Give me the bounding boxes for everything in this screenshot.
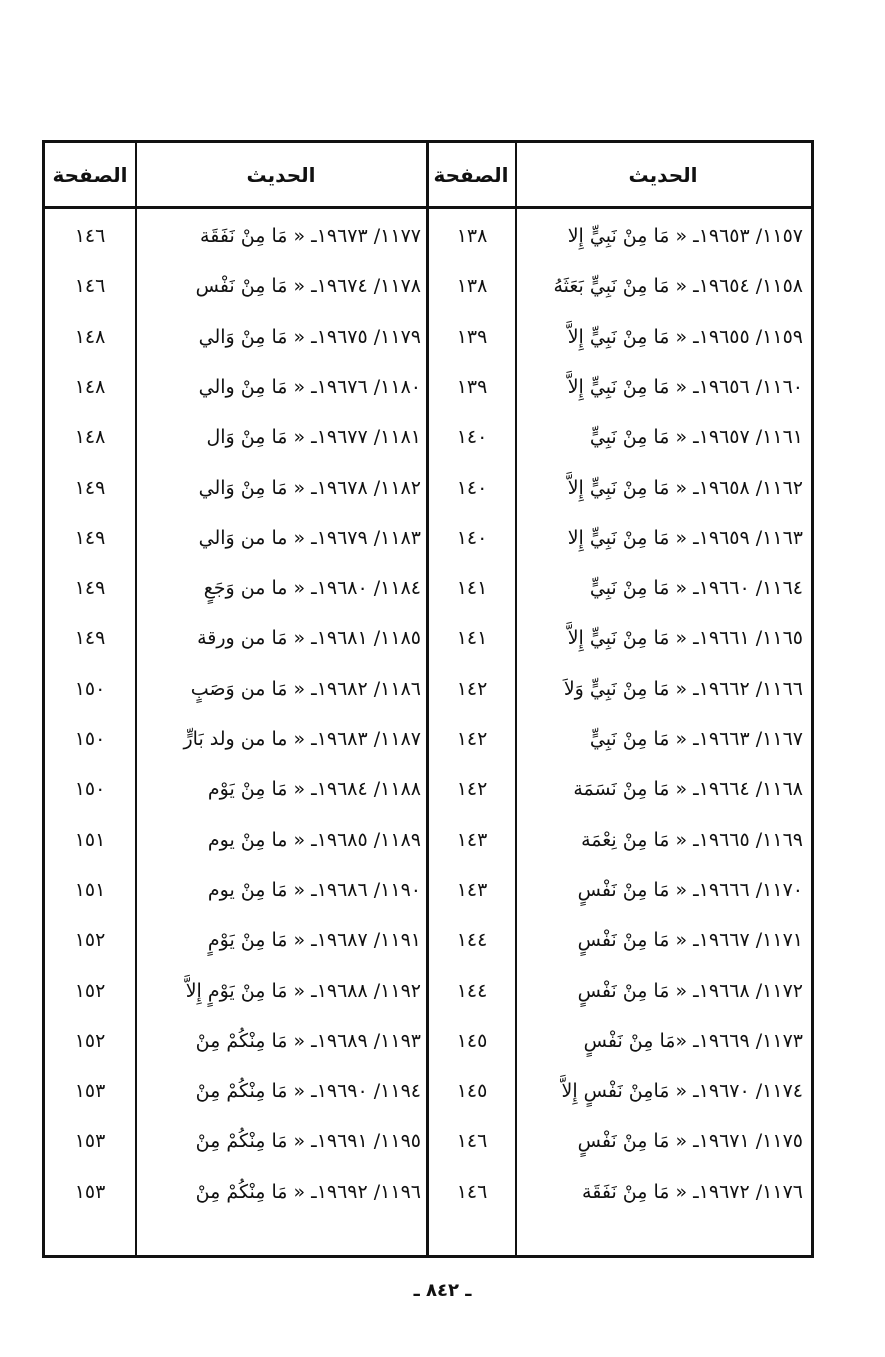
hadith-entry-left: ١١٨٨/ ١٩٦٨٤ـ « مَا مِنْ يَوْم <box>207 778 421 801</box>
hadith-entry-right: ١١٦١/ ١٩٦٥٧ـ « مَا مِنْ نَبِيٍّ <box>589 426 803 449</box>
page-cell-left: ١٥١ <box>74 828 106 851</box>
hadith-entry-left: ١١٩٤/ ١٩٦٩٠ـ « مَا مِنْكُمْ مِنْ <box>195 1080 421 1103</box>
page-cell-right: ١٤٢ <box>456 677 488 700</box>
page-cell-right: ١٤٢ <box>456 778 488 801</box>
hadith-entry-left: ١١٧٩/ ١٩٦٧٥ـ « مَا مِنْ وَالي <box>198 325 421 348</box>
hadith-entry-left: ١١٨٥/ ١٩٦٨١ـ « مَا من ورقة <box>197 627 421 650</box>
hadith-entry-right: ١١٥٨/ ١٩٦٥٤ـ « مَا مِنْ نَبِيٍّ بَعَثَهُ <box>553 275 803 298</box>
page-cell-right: ١٤٤ <box>456 929 488 952</box>
hadith-entry-right: ١١٦٨/ ١٩٦٦٤ـ « مَا مِنْ نَسَمَة <box>573 778 803 801</box>
hadith-entry-left: ١١٨٩/ ١٩٦٨٥ـ « ما مِنْ يوم <box>207 828 421 851</box>
hadith-entry-right: ١١٧٢/ ١٩٦٦٨ـ « مَا مِنْ نَفْسٍ <box>577 979 803 1002</box>
hadith-entry-right: ١١٧٥/ ١٩٦٧١ـ « مَا مِنْ نَفْسٍ <box>577 1130 803 1153</box>
header-hadith-left: الحديث <box>246 162 316 187</box>
table-row <box>45 714 811 764</box>
page-number: ـ ٨٤٢ ـ <box>413 1280 472 1301</box>
hadith-entry-right: ١١٧٤/ ١٩٦٧٠ـ « مَامِنْ نَفْسٍ إِلاَّ <box>561 1080 803 1103</box>
table-row <box>45 1066 811 1116</box>
hadith-entry-left: ١١٩٢/ ١٩٦٨٨ـ « مَا مِنْ يَوْمٍ إِلاَّ <box>185 979 421 1002</box>
hadith-entry-right: ١١٧٠/ ١٩٦٦٦ـ « مَا مِنْ نَفْسٍ <box>577 878 803 901</box>
page-cell-right: ١٤٥ <box>456 1080 488 1103</box>
page-cell-left: ١٤٩ <box>74 526 106 549</box>
hadith-entry-left: ١١٨٢/ ١٩٦٧٨ـ « مَا مِنْ وَالي <box>198 476 421 499</box>
page-cell-left: ١٥٣ <box>74 1130 106 1153</box>
table-row <box>45 1167 811 1217</box>
page-cell-left: ١٥٢ <box>74 1029 106 1052</box>
table-row <box>45 1016 811 1066</box>
hadith-entry-left: ١١٨٤/ ١٩٦٨٠ـ « ما من وَجَعٍ <box>203 577 421 600</box>
header-hadith-right: الحديث <box>628 162 698 187</box>
hadith-entry-right: ١١٧٦/ ١٩٦٧٢ـ « مَا مِنْ نَفَقَة <box>582 1180 803 1203</box>
hadith-entry-right: ١١٦٥/ ١٩٦٦١ـ « مَا مِنْ نَبِيٍّ إِلاَّ <box>567 627 803 650</box>
table-row <box>45 815 811 865</box>
page-cell-left: ١٥٠ <box>74 728 106 750</box>
page-cell-left: ١٤٨ <box>74 325 106 348</box>
table-row <box>45 513 811 563</box>
table-row <box>45 915 811 965</box>
header-page-right: الصفحة <box>433 162 509 187</box>
page-cell-right: ١٤٠ <box>456 426 488 449</box>
table-row <box>45 412 811 462</box>
hadith-entry-left: ١١٩٥/ ١٩٦٩١ـ « مَا مِنْكُمْ مِنْ <box>195 1130 421 1153</box>
table-row <box>45 613 811 663</box>
page-cell-right: ١٤٠ <box>456 526 488 549</box>
page-cell-left: ١٥٠ <box>74 778 106 801</box>
hadith-entry-right: ١١٥٩/ ١٩٦٥٥ـ « مَا مِنْ نَبِيٍّ إِلاَّ <box>567 325 803 348</box>
page-cell-left: ١٤٩ <box>74 577 106 600</box>
table-row <box>45 312 811 362</box>
page-cell-right: ١٤١ <box>456 577 488 600</box>
hadith-entry-left: ١١٨٠/ ١٩٦٧٦ـ « مَا مِنْ والي <box>198 375 421 398</box>
page-cell-right: ١٣٩ <box>456 325 488 348</box>
hadith-entry-left: ١١٩١/ ١٩٦٨٧ـ « مَا مِنْ يَوْمٍ <box>207 929 421 952</box>
page-cell-left: ١٤٨ <box>74 375 106 398</box>
hadith-entry-right: ١١٦٣/ ١٩٦٥٩ـ « مَا مِنْ نَبِيٍّ إِلا <box>567 526 803 549</box>
hadith-entry-right: ١١٦٤/ ١٩٦٦٠ـ « مَا مِنْ نَبِيٍّ <box>589 577 803 600</box>
hadith-entry-left: ١١٨٣/ ١٩٦٧٩ـ « ما من وَالي <box>198 526 421 549</box>
hadith-entry-left: ١١٩٣/ ١٩٦٨٩ـ « مَا مِنْكُمْ مِنْ <box>195 1029 421 1052</box>
table-row <box>45 463 811 513</box>
table-row <box>45 764 811 814</box>
page-cell-right: ١٤٦ <box>456 1180 488 1203</box>
hadith-entry-right: ١١٧٣/ ١٩٦٦٩ـ «مَا مِنْ نَفْسٍ <box>583 1029 803 1052</box>
table-row <box>45 563 811 613</box>
header-page-left: الصفحة <box>52 162 128 187</box>
page-cell-left: ١٥١ <box>74 878 106 901</box>
hadith-entry-right: ١١٦٢/ ١٩٦٥٨ـ « مَا مِنْ نَبِيٍّ إِلاَّ <box>567 476 803 499</box>
page-cell-right: ١٤٦ <box>456 1130 488 1153</box>
page-cell-right: ١٣٨ <box>456 225 488 247</box>
page-cell-right: ١٤١ <box>456 627 488 650</box>
hadith-entry-left: ١١٧٨/ ١٩٦٧٤ـ « مَا مِنْ نَفْس <box>195 275 421 298</box>
hadith-entry-left: ١١٩٦/ ١٩٦٩٢ـ « مَا مِنْكُمْ مِنْ <box>195 1180 421 1203</box>
page-cell-left: ١٥٢ <box>74 929 106 952</box>
page-cell-right: ١٤٤ <box>456 979 488 1002</box>
page-cell-right: ١٤٥ <box>456 1029 488 1052</box>
hadith-entry-right: ١١٦٦/ ١٩٦٦٢ـ « مَا مِنْ نَبِيٍّ وَلاَ <box>563 677 803 700</box>
hadith-entry-left: ١١٧٧/ ١٩٦٧٣ـ « مَا مِنْ نَفَقَة <box>200 225 421 247</box>
hadith-entry-right: ١١٦٩/ ١٩٦٦٥ـ « مَا مِنْ نِعْمَة <box>581 828 803 851</box>
page-cell-left: ١٥٣ <box>74 1180 106 1203</box>
hadith-entry-right: ١١٦٧/ ١٩٦٦٣ـ « مَا مِنْ نَبِيٍّ <box>589 728 803 750</box>
hadith-entry-right: ١١٦٠/ ١٩٦٥٦ـ « مَا مِنْ نَبِيٍّ إِلاَّ <box>567 375 803 398</box>
table-row <box>45 865 811 915</box>
table-row <box>45 261 811 311</box>
page-cell-left: ١٤٦ <box>74 275 106 298</box>
page-cell-right: ١٤٣ <box>456 878 488 901</box>
hadith-entry-left: ١١٨١/ ١٩٦٧٧ـ « مَا مِنْ وَال <box>206 426 421 449</box>
table-row <box>45 966 811 1016</box>
page-cell-right: ١٤٣ <box>456 828 488 851</box>
hadith-entry-right: ١١٥٧/ ١٩٦٥٣ـ « مَا مِنْ نَبِيٍّ إِلا <box>567 225 803 247</box>
page-cell-right: ١٤٠ <box>456 476 488 499</box>
hadith-entry-right: ١١٧١/ ١٩٦٦٧ـ « مَا مِنْ نَفْسٍ <box>577 929 803 952</box>
page-cell-left: ١٤٨ <box>74 426 106 449</box>
page-cell-left: ١٥٢ <box>74 979 106 1002</box>
table-row <box>45 1116 811 1166</box>
page-cell-left: ١٤٦ <box>74 225 106 247</box>
hadith-entry-left: ١١٨٧/ ١٩٦٨٣ـ « ما من ولد بَارٍّ <box>183 728 421 750</box>
hadith-index-table <box>42 140 814 1258</box>
page-cell-right: ١٤٢ <box>456 728 488 750</box>
table-row <box>45 664 811 714</box>
table-row <box>45 211 811 261</box>
page-cell-left: ١٥٠ <box>74 677 106 700</box>
page-cell-left: ١٤٩ <box>74 476 106 499</box>
table-row <box>45 362 811 412</box>
page-cell-right: ١٣٨ <box>456 275 488 298</box>
hadith-entry-left: ١١٨٦/ ١٩٦٨٢ـ « مَا من وَصَبٍ <box>190 677 421 700</box>
hadith-entry-left: ١١٩٠/ ١٩٦٨٦ـ « مَا مِنْ يوم <box>207 878 421 901</box>
page-cell-left: ١٥٣ <box>74 1080 106 1103</box>
page-cell-right: ١٣٩ <box>456 375 488 398</box>
page-cell-left: ١٤٩ <box>74 627 106 650</box>
